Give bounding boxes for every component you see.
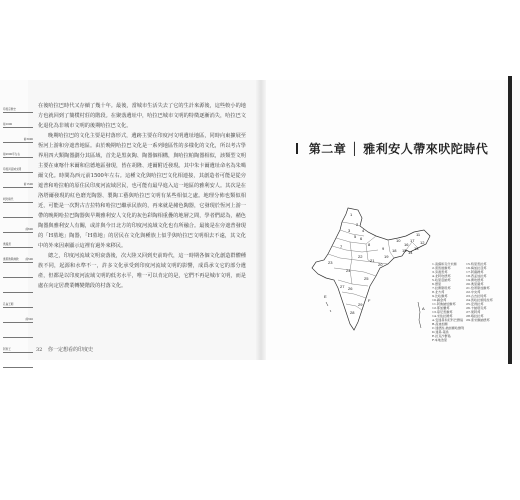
- timeline-entry: [3, 265, 33, 278]
- svg-text:22: 22: [358, 254, 363, 259]
- map-legend-col2: [466, 262, 493, 322]
- timeline-entry: [3, 205, 33, 218]
- legend-item: 24.馬哈拉施特拉邦: [466, 298, 493, 302]
- legend-item: 16.梅加拉亞邦: [466, 266, 487, 270]
- svg-text:2: 2: [356, 222, 359, 227]
- legend-item: C.達德拉-納加爾哈維利: [432, 326, 465, 330]
- book-title: 你一定想看的印度史: [47, 347, 93, 353]
- timeline-label: 前2600年左右: [3, 153, 20, 156]
- legend-item: 1.查謨和克什米爾: [432, 262, 457, 266]
- timeline-entry: [3, 115, 33, 128]
- legend-item: 26.卡納塔克邦: [466, 306, 487, 310]
- timeline-label: 阿育王: [3, 348, 11, 351]
- body-paragraph: 在後哈拉巴時代又存續了幾十年。最後，當城市生活失去了它的生計來源後，這些較小的地方也就回到了簡樸村莊的階段。在聚落遺址中，哈拉巴城市文明的特徵逐漸消失，哈拉巴文化退化為非城市文明的後期哈拉巴文化。: [38, 103, 246, 129]
- timeline-entry: [3, 145, 33, 158]
- timeline-label: 耆那教與佛教: [3, 258, 19, 261]
- legend-item: 4.北阿坎德邦: [432, 274, 451, 278]
- timeline-entry: [3, 100, 33, 113]
- svg-text:10: 10: [396, 238, 401, 243]
- timeline-year: 前320: [25, 318, 33, 321]
- svg-text:12: 12: [420, 240, 425, 245]
- book-gutter: [256, 80, 266, 360]
- legend-item: 18.西孟加拉邦: [466, 274, 487, 278]
- svg-text:11: 11: [416, 232, 421, 237]
- timeline-label: 吠陀時代: [3, 198, 14, 201]
- chapter-title: 雅利安人帶來吠陀時代: [363, 142, 489, 156]
- svg-text:24: 24: [346, 268, 351, 273]
- legend-item: 19.賈坎德邦: [466, 278, 484, 282]
- timeline-year: 前3000: [23, 138, 33, 141]
- svg-text:25: 25: [364, 276, 369, 281]
- page-edge-tab: [508, 76, 512, 364]
- map-legend-union-territories: [432, 318, 464, 342]
- legend-item: B.昌迪加爾: [432, 322, 448, 326]
- svg-text:15: 15: [402, 248, 407, 253]
- svg-text:4: 4: [362, 228, 365, 233]
- svg-text:F: F: [368, 298, 371, 303]
- svg-text:28: 28: [350, 310, 355, 315]
- legend-item: E.拉克沙群島: [432, 334, 451, 338]
- legend-item: D.達曼-第烏: [432, 330, 449, 334]
- island-marks: [326, 302, 421, 328]
- timeline-label: 孔雀王朝: [3, 303, 14, 306]
- svg-text:8: 8: [368, 242, 371, 247]
- legend-item: 27.果阿邦: [466, 310, 481, 314]
- legend-item: 29.泰米爾納德邦: [466, 318, 490, 322]
- timeline-entry: [3, 250, 33, 263]
- svg-text:20: 20: [378, 262, 383, 267]
- timeline-entry: [3, 190, 33, 203]
- chapter-number: 第二章: [308, 142, 347, 156]
- svg-text:17: 17: [410, 238, 415, 243]
- timeline-year: 前600: [25, 228, 33, 231]
- legend-item: A.安達曼和尼科巴群島: [432, 318, 464, 322]
- timeline-entry: [3, 130, 33, 143]
- timeline-label: 奧義書: [3, 243, 11, 246]
- body-paragraph: 總之，印度河流域文明衰落後，次大陸又回到史前時代，這一時期各個文化創造群體種族不同，起源和水準不一，許多文化承受到印度河流域文明的影響，成爲承文它的部分遺產，但都是以印度河流域文明的低劣水平，唯一可以肯定的是，它們不再是城市文明，而是處在向定居農業轉變階段的村落文化。: [38, 253, 246, 289]
- map-legend-col1: [432, 262, 457, 318]
- legend-item: 11.阿魯納恰爾邦: [432, 302, 456, 306]
- timeline-label: 印度河流域文明: [3, 168, 22, 171]
- legend-item: 25.安得拉邦: [466, 302, 484, 306]
- legend-item: 6.德里: [432, 282, 442, 286]
- page-footer: [36, 346, 97, 353]
- timeline-year: 前500: [25, 258, 33, 261]
- legend-item: F.本地治里: [432, 338, 448, 342]
- india-outline: [312, 208, 430, 330]
- svg-text:3: 3: [348, 228, 351, 233]
- chapter-heading: [296, 140, 488, 157]
- chapter-bar: [296, 143, 298, 154]
- legend-item: 8.北方邦: [432, 290, 445, 294]
- svg-text:21: 21: [370, 258, 375, 263]
- body-paragraph: 晚期哈拉巴的文化主要是村落形式，遺跡主要在印度河文明遺址地區，同時向東擴展至恆河上游和旁遮普地區。由於晚期哈拉巴文化是一系列地區性的多樣化的文化，所以考古學界用四大類陶器劃分其區域，首先是黑灰陶、陶器個相構，與哈拉帕陶器相似，該類型文明主要在東喀什米爾和信德地區發現，皆在胡隆、達爾附近發現。其中朱卡爾遺址命名為朱噶爾文化。時間為西元前1500年左右。這種文化與哈拉巴文化相連接，其創造者可能是從旁遮普和哈拉帕的原住民印度河流域居民，也可能有最早進入這一地區的雅利安人。其次是在洛塔爾發現的紅色磨光陶器、製陶工藝與哈拉巴文明有某些相似之處。地理分佈也類似相近，可能是一次對古吉拉特和哈拉巴繼承民族的，再來就是赭色陶器，它發現於恆河上游一帶的晚期哈拉巴陶器與早期雅利安人文化的灰色彩陶相重疊的地層之間，學者們認為，赭色陶器與雅利安人有關，或許與今日北方的印度河流域文化也有所融合。最後是在旁遮普發現的「H墓地」陶器，「H墓地」的居民在文化與種族上似乎與哈拉巴文明相去不遠，其文化中的外來因素顯示這裡有過外來移民。: [38, 133, 246, 249]
- svg-text:1: 1: [350, 212, 353, 217]
- svg-text:13: 13: [414, 246, 419, 251]
- svg-text:5: 5: [354, 234, 357, 239]
- legend-item: 28.喀拉拉邦: [466, 314, 484, 318]
- svg-text:27: 27: [340, 284, 345, 289]
- timeline-label: 前1000: [3, 123, 13, 126]
- legend-item: 5.哈里亞納邦: [432, 278, 451, 282]
- legend-item: 9.比哈爾邦: [432, 294, 448, 298]
- legend-item: 12.那加蘭邦: [432, 306, 450, 310]
- timeline-entry: [3, 220, 33, 233]
- timeline-entry: [3, 325, 33, 338]
- chapter-divider: │: [350, 142, 364, 156]
- body-text: [38, 101, 246, 291]
- timeline-entry: [3, 160, 33, 173]
- india-map: [306, 206, 436, 336]
- svg-text:26: 26: [348, 286, 353, 291]
- timeline-entry: [3, 280, 33, 293]
- legend-item: 7.拉賈斯坦邦: [432, 286, 451, 290]
- svg-text:23: 23: [328, 260, 333, 265]
- timeline-entry: [3, 295, 33, 308]
- timeline-entry: [3, 175, 33, 188]
- page-number: 32: [36, 347, 43, 353]
- svg-text:6: 6: [360, 236, 363, 241]
- svg-text:14: 14: [408, 250, 413, 255]
- timeline-entry: [3, 355, 33, 368]
- legend-item: 20.奧里薩邦: [466, 282, 484, 286]
- legend-item: 2.喜馬偕爾邦: [432, 266, 451, 270]
- svg-text:E: E: [324, 294, 327, 299]
- timeline-entry: [3, 235, 33, 248]
- timeline-entry: [3, 310, 33, 323]
- legend-item: 10.錫金邦: [432, 298, 447, 302]
- timeline-label: 印度宗教史: [3, 108, 16, 111]
- legend-item: 22.中央邦: [466, 290, 481, 294]
- legend-item: 3.旁遮普邦: [432, 270, 448, 274]
- svg-text:16: 16: [404, 242, 409, 247]
- legend-item: 15.特里普拉邦: [466, 262, 487, 266]
- timeline-year: 前1500: [23, 183, 33, 186]
- legend-item: 21.恰蒂斯加爾邦: [466, 286, 490, 290]
- svg-text:9: 9: [382, 246, 385, 251]
- legend-item: 13.曼尼普爾邦: [432, 310, 453, 314]
- svg-text:19: 19: [384, 254, 389, 259]
- timeline-margin: [3, 100, 33, 370]
- svg-text:18: 18: [392, 248, 397, 253]
- svg-text:7: 7: [340, 244, 343, 249]
- timeline-entry: [3, 340, 33, 353]
- svg-text:29: 29: [358, 302, 363, 307]
- svg-text:A: A: [422, 306, 425, 311]
- legend-item: 23.古吉拉特邦: [466, 294, 487, 298]
- legend-item: 14.米佐拉姆邦: [432, 314, 453, 318]
- legend-item: 17.阿薩姆邦: [466, 270, 484, 274]
